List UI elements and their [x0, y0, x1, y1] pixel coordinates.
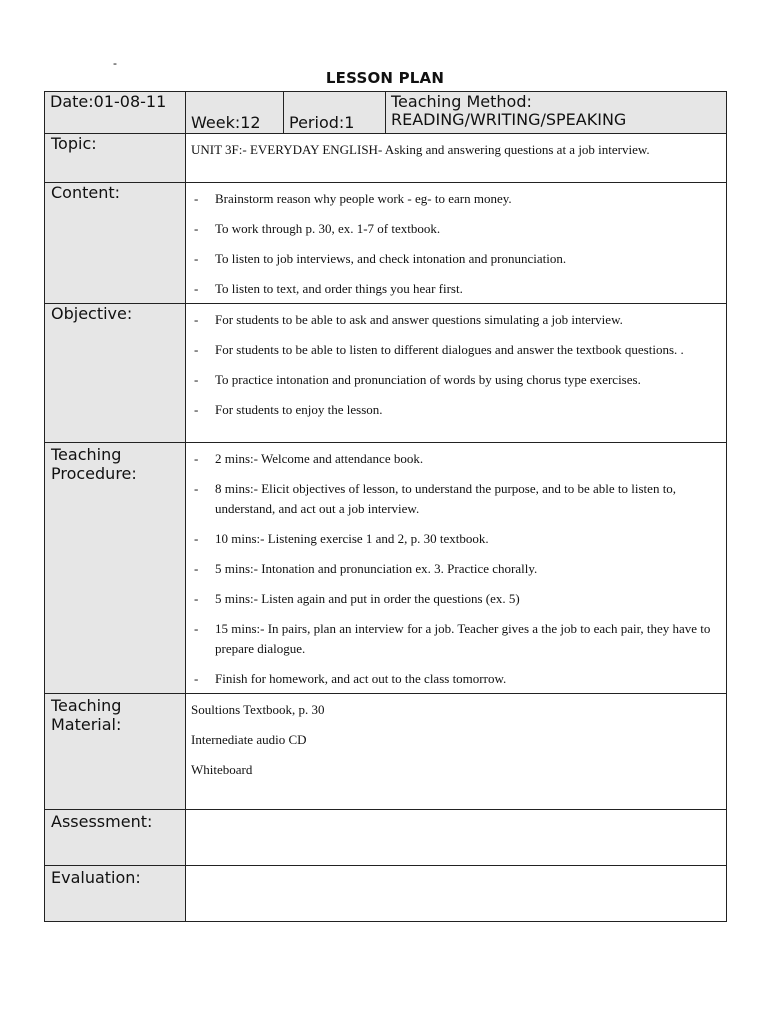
- list-item: [191, 249, 720, 269]
- bullet-dash: -: [194, 671, 199, 686]
- assessment-row: [45, 810, 727, 866]
- teaching-method-label: Teaching Method:: [391, 92, 532, 111]
- bullet-dash: -: [194, 531, 199, 546]
- material-line: Internediate audio CD: [191, 732, 307, 747]
- topic-text: UNIT 3F:- EVERYDAY ENGLISH- Asking and answering questions at a job interview.: [186, 134, 727, 183]
- material-row: [45, 694, 727, 810]
- lesson-plan-table: [44, 91, 727, 922]
- bullet-dash: -: [194, 191, 199, 206]
- list-item-text: 10 mins:- Listening exercise 1 and 2, p. 30 textbook.: [215, 531, 489, 546]
- content-list: [191, 189, 720, 299]
- evaluation-value: [186, 866, 727, 922]
- list-item: [191, 479, 720, 519]
- date-cell: [45, 92, 186, 134]
- bullet-dash: -: [194, 342, 199, 357]
- week-cell: [186, 92, 284, 134]
- list-item: [191, 370, 720, 390]
- topic-label: Topic:: [45, 134, 186, 183]
- objective-label: Objective:: [45, 304, 186, 443]
- procedure-label-line2: Procedure:: [51, 464, 137, 483]
- material-label-line1: Teaching: [51, 696, 122, 715]
- bullet-dash: -: [194, 481, 199, 496]
- evaluation-row: [45, 866, 727, 922]
- procedure-label: [45, 443, 186, 694]
- bullet-dash: -: [194, 281, 199, 296]
- stray-dash-mark: -: [113, 56, 117, 70]
- list-item-text: To listen to text, and order things you hear first.: [215, 281, 463, 296]
- topic-row: [45, 134, 727, 183]
- list-item-text: Brainstorm reason why people work - eg- to earn money.: [215, 191, 512, 206]
- material-label: [45, 694, 186, 810]
- objective-cell: [186, 304, 727, 443]
- list-item-text: For students to be able to listen to different dialogues and answer the textbook questions. .: [215, 342, 684, 357]
- date-text: Date:01-08-11: [50, 92, 167, 111]
- list-item: [191, 189, 720, 209]
- list-item: [191, 529, 720, 549]
- header-row: [45, 92, 727, 134]
- list-item: [191, 449, 720, 469]
- bullet-dash: -: [194, 221, 199, 236]
- bullet-dash: -: [194, 561, 199, 576]
- list-item-text: To practice intonation and pronunciation of words by using chorus type exercises.: [215, 372, 641, 387]
- assessment-label: Assessment:: [45, 810, 186, 866]
- list-item: [191, 619, 720, 659]
- procedure-label-line1: Teaching: [51, 445, 122, 464]
- teaching-method-cell: [386, 92, 727, 134]
- list-item: [191, 279, 720, 299]
- list-item-text: 5 mins:- Intonation and pronunciation ex. 3. Practice chorally.: [215, 561, 538, 576]
- list-item-text: For students to enjoy the lesson.: [215, 402, 383, 417]
- teaching-method-value: READING/WRITING/SPEAKING: [391, 110, 627, 129]
- list-item-text: To work through p. 30, ex. 1-7 of textbook.: [215, 221, 441, 236]
- content-label: Content:: [45, 183, 186, 304]
- list-item-text: To listen to job interviews, and check intonation and pronunciation.: [215, 251, 567, 266]
- bullet-dash: -: [194, 251, 199, 266]
- list-item: [191, 559, 720, 579]
- list-item: [191, 589, 720, 609]
- content-cell: [186, 183, 727, 304]
- week-text: Week:12: [191, 113, 261, 132]
- material-line: Whiteboard: [191, 762, 253, 777]
- list-item: [191, 340, 720, 360]
- list-item-text: Finish for homework, and act out to the class tomorrow.: [215, 671, 507, 686]
- bullet-dash: -: [194, 402, 199, 417]
- material-cell: [186, 694, 727, 810]
- bullet-dash: -: [194, 591, 199, 606]
- document-title: LESSON PLAN: [325, 69, 445, 87]
- list-item: [191, 310, 720, 330]
- objective-row: [45, 304, 727, 443]
- list-item: [191, 400, 720, 420]
- list-item-text: 15 mins:- In pairs, plan an interview for a job. Teacher gives a the job to each pair, they have to prepare dialogue.: [215, 621, 711, 656]
- list-item-text: 5 mins:- Listen again and put in order the questions (ex. 5): [215, 591, 520, 606]
- procedure-row: [45, 443, 727, 694]
- bullet-dash: -: [194, 312, 199, 327]
- content-row: [45, 183, 727, 304]
- period-text: Period:1: [289, 113, 355, 132]
- list-item-text: 8 mins:- Elicit objectives of lesson, to understand the purpose, and to be able to listen to, understand, and act out a job interview.: [215, 481, 677, 516]
- list-item: [191, 669, 720, 689]
- objective-list: [191, 310, 720, 420]
- bullet-dash: -: [194, 372, 199, 387]
- evaluation-label: Evaluation:: [45, 866, 186, 922]
- material-line: Soultions Textbook, p. 30: [191, 702, 325, 717]
- material-label-line2: Material:: [51, 715, 122, 734]
- assessment-value: [186, 810, 727, 866]
- procedure-list: [191, 449, 720, 689]
- list-item-text: For students to be able to ask and answer questions simulating a job interview.: [215, 312, 623, 327]
- bullet-dash: -: [194, 451, 199, 466]
- list-item-text: 2 mins:- Welcome and attendance book.: [215, 451, 424, 466]
- bullet-dash: -: [194, 621, 199, 636]
- procedure-cell: [186, 443, 727, 694]
- period-cell: [284, 92, 386, 134]
- list-item: [191, 219, 720, 239]
